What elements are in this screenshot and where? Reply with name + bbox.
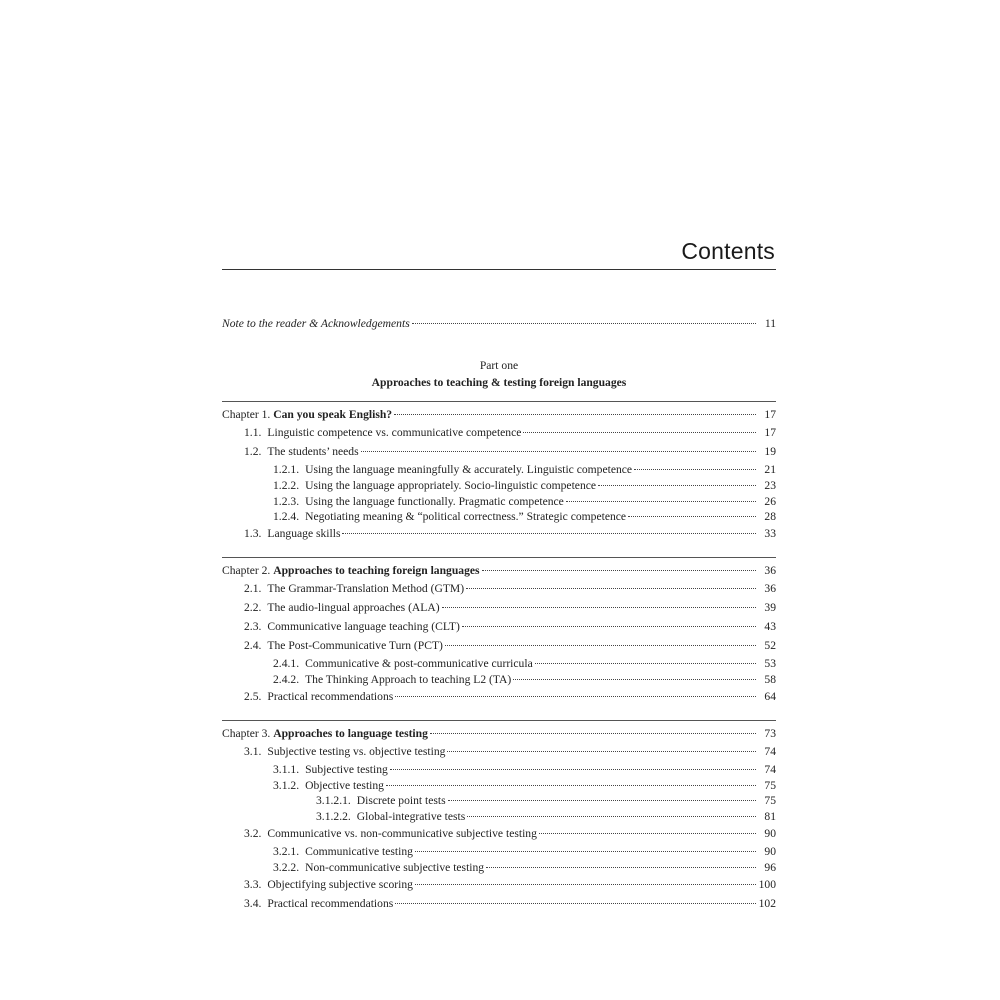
section-title: The Thinking Approach to teaching L2 (TA) [305, 672, 512, 686]
section-number: 3.3. [244, 877, 262, 891]
toc-entry-label [244, 876, 413, 894]
section-title: Using the language meaningfully & accurately. Linguistic competence [305, 463, 633, 476]
leader-dots [447, 751, 756, 752]
section-number: 3.1.2.1. [316, 794, 351, 808]
section-number: 2.4.2. [273, 672, 300, 686]
toc-entry-label: Note to the reader & Acknowledgements [222, 317, 410, 330]
leader-dots [466, 588, 756, 589]
leader-dots [415, 851, 756, 852]
section-title: Objectifying subjective scoring [267, 877, 413, 891]
leader-dots [412, 323, 756, 324]
toc-entry-label [244, 825, 537, 843]
section-number: 2.5. [244, 689, 262, 703]
section-title: Negotiating meaning & “political correctness.” Strategic competence [305, 510, 627, 524]
table-of-contents [222, 315, 776, 927]
section-title: Communicative & post-communicative curricula [305, 657, 533, 671]
toc-page-number: 64 [764, 689, 776, 703]
section-number: 3.2.1. [273, 844, 300, 858]
toc-chapter-entry[interactable] [222, 725, 776, 743]
toc-entry-label [244, 637, 443, 655]
toc-intro-entry[interactable] [222, 315, 776, 333]
section-number: 2.3. [244, 620, 262, 634]
chapter-title: Can you speak English? [273, 408, 393, 421]
leader-dots [445, 645, 756, 646]
leader-dots [628, 516, 756, 517]
leader-dots [430, 733, 756, 734]
section-title: The students’ needs [267, 445, 359, 458]
toc-section-entry[interactable] [222, 895, 776, 914]
section-title: Communicative vs. non-communicative subjective testing [267, 826, 537, 840]
toc-section-entry[interactable] [222, 424, 776, 443]
section-title: Using the language appropriately. Socio-linguistic competence [305, 478, 597, 492]
toc-entry-label [316, 809, 465, 825]
toc-entry-label [273, 509, 626, 525]
toc-page-number: 102 [758, 896, 776, 910]
chapter-prefix: Chapter 1. [222, 408, 271, 421]
section-title: Using the language functionally. Pragmatic competence [305, 494, 564, 508]
page-title: Contents [681, 238, 775, 264]
toc-section-entry[interactable] [222, 778, 776, 794]
section-number: 1.2.3. [273, 494, 300, 508]
toc-page-number: 11 [764, 317, 776, 330]
section-number: 3.1. [244, 744, 262, 758]
section-title: Communicative language teaching (CLT) [267, 620, 460, 634]
toc-entry-label [316, 793, 446, 809]
toc-entry-label [222, 562, 480, 580]
toc-entry-label [244, 895, 393, 913]
leader-dots [386, 785, 756, 786]
spacer [222, 544, 776, 557]
toc-page-number: 33 [764, 527, 776, 541]
section-title: Subjective testing [305, 762, 388, 776]
toc-entry-label [273, 778, 384, 794]
chapter-list [222, 401, 776, 927]
leader-dots [598, 485, 756, 486]
toc-page-number: 26 [764, 494, 776, 508]
leader-dots [513, 679, 756, 680]
toc-section-entry[interactable] [222, 844, 776, 860]
toc-section-entry[interactable] [222, 860, 776, 876]
toc-entry-label [244, 580, 464, 598]
section-number: 3.2. [244, 826, 262, 840]
section-title: Objective testing [305, 778, 384, 792]
spacer [222, 914, 776, 927]
chapter-prefix: Chapter 3. [222, 726, 271, 740]
part-label: Part one [479, 359, 519, 372]
section-number: 3.1.2. [273, 778, 300, 792]
toc-page-number: 53 [764, 657, 776, 671]
section-title: Global-integrative tests [356, 810, 466, 824]
toc-entry-label [273, 860, 484, 876]
section-number: 1.2.1. [273, 463, 300, 476]
toc-section-entry[interactable] [222, 809, 776, 825]
toc-entry-label [273, 478, 596, 494]
toc-section-entry[interactable] [222, 443, 776, 462]
toc-chapter-entry[interactable] [222, 406, 776, 424]
toc-page-number: 75 [764, 794, 776, 808]
section-title: Practical recommendations [267, 689, 394, 703]
toc-page-number: 100 [758, 877, 776, 891]
section-number: 1.1. [244, 426, 262, 439]
section-number: 2.4.1. [273, 657, 300, 671]
leader-dots [539, 833, 756, 834]
leader-dots [395, 696, 756, 697]
toc-entry-label [244, 743, 445, 761]
toc-entry-label [273, 844, 413, 860]
toc-section-entry[interactable] [222, 637, 776, 656]
toc-section-entry[interactable] [222, 599, 776, 618]
leader-dots [394, 414, 756, 415]
leader-dots [634, 469, 756, 470]
toc-section-entry[interactable] [222, 793, 776, 809]
toc-entry-label [244, 525, 340, 543]
toc-page-number: 23 [764, 478, 776, 492]
toc-page-number: 75 [764, 778, 776, 792]
chapter-title: Approaches to language testing [273, 726, 428, 740]
leader-dots [448, 800, 756, 801]
toc-section-entry[interactable] [222, 462, 776, 478]
section-number: 1.3. [244, 527, 262, 541]
toc-page-number: 90 [764, 844, 776, 858]
section-title: Practical recommendations [267, 896, 394, 910]
section-number: 1.2.2. [273, 478, 300, 492]
toc-entry-label [273, 762, 388, 778]
toc-section-entry[interactable] [222, 876, 776, 895]
toc-page-number: 43 [764, 620, 776, 634]
section-title: Discrete point tests [356, 794, 446, 808]
toc-entry-label [244, 599, 440, 617]
chapter-title: Approaches to teaching foreign languages [273, 564, 480, 578]
toc-section-entry[interactable] [222, 762, 776, 778]
toc-page-number: 36 [764, 582, 776, 596]
section-number: 3.1.2.2. [316, 810, 351, 824]
toc-entry-label [244, 424, 521, 442]
toc-entry-label [222, 725, 428, 743]
section-number: 2.4. [244, 639, 262, 653]
spacer [222, 707, 776, 720]
section-title: Language skills [267, 527, 341, 541]
leader-dots [482, 570, 756, 571]
toc-entry-label [273, 672, 511, 688]
section-number: 3.1.1. [273, 762, 300, 776]
toc-page-number: 19 [764, 445, 776, 458]
section-title: Linguistic competence vs. communicative competence [267, 426, 522, 439]
leader-dots [415, 884, 756, 885]
toc-section-entry[interactable] [222, 509, 776, 525]
section-number: 2.1. [244, 582, 262, 596]
toc-chapter-entry[interactable] [222, 562, 776, 580]
leader-dots [523, 432, 756, 433]
toc-entry-label [273, 462, 632, 478]
section-title: Subjective testing vs. objective testing [267, 744, 446, 758]
leader-dots [566, 501, 756, 502]
section-number: 2.2. [244, 601, 262, 615]
section-number: 3.4. [244, 896, 262, 910]
leader-dots [462, 626, 756, 627]
toc-entry-label [222, 406, 392, 424]
toc-section-entry[interactable] [222, 478, 776, 494]
toc-entry-label [273, 494, 564, 510]
section-title: The audio-lingual approaches (ALA) [267, 601, 440, 615]
toc-section-entry[interactable] [222, 580, 776, 599]
section-number: 1.2. [244, 445, 262, 458]
section-title: Communicative testing [305, 844, 413, 858]
toc-page-number: 52 [764, 639, 776, 653]
toc-page-number: 21 [764, 463, 776, 476]
leader-dots [342, 533, 756, 534]
toc-section-entry[interactable] [222, 688, 776, 707]
leader-dots [486, 867, 756, 868]
toc-section-entry[interactable] [222, 825, 776, 844]
toc-section-entry[interactable] [222, 656, 776, 672]
section-number: 1.2.4. [273, 510, 300, 524]
part-title: Approaches to teaching & testing foreign languages [371, 376, 627, 389]
leader-dots [535, 663, 756, 664]
toc-page-number: 74 [764, 744, 776, 758]
toc-page-number: 74 [764, 762, 776, 776]
section-title: The Post-Communicative Turn (PCT) [267, 639, 443, 653]
toc-section-entry[interactable] [222, 672, 776, 688]
toc-page-number: 36 [764, 564, 776, 578]
toc-section-entry[interactable] [222, 525, 776, 544]
section-number: 3.2.2. [273, 860, 300, 874]
toc-page-number: 90 [764, 826, 776, 840]
toc-page-number: 96 [764, 860, 776, 874]
toc-page-number: 73 [764, 726, 776, 740]
toc-section-entry[interactable] [222, 618, 776, 637]
toc-entry-label [244, 618, 460, 636]
section-title: Non-communicative subjective testing [305, 860, 485, 874]
toc-page-number: 58 [764, 672, 776, 686]
toc-entry-label [273, 656, 533, 672]
toc-page-number: 17 [764, 426, 776, 439]
leader-dots [395, 903, 756, 904]
toc-entry-label [244, 688, 393, 706]
leader-dots [442, 607, 756, 608]
title-rule [222, 269, 776, 270]
leader-dots [361, 451, 756, 452]
toc-page-number: 28 [764, 510, 776, 524]
chapter-prefix: Chapter 2. [222, 564, 271, 578]
toc-section-entry[interactable] [222, 743, 776, 762]
toc-page-number: 39 [764, 601, 776, 615]
section-title: The Grammar-Translation Method (GTM) [267, 582, 465, 596]
toc-entry-label [244, 443, 359, 461]
toc-section-entry[interactable] [222, 494, 776, 510]
toc-page-number: 17 [764, 408, 776, 421]
leader-dots [467, 816, 756, 817]
leader-dots [390, 769, 756, 770]
toc-page-number: 81 [764, 810, 776, 824]
